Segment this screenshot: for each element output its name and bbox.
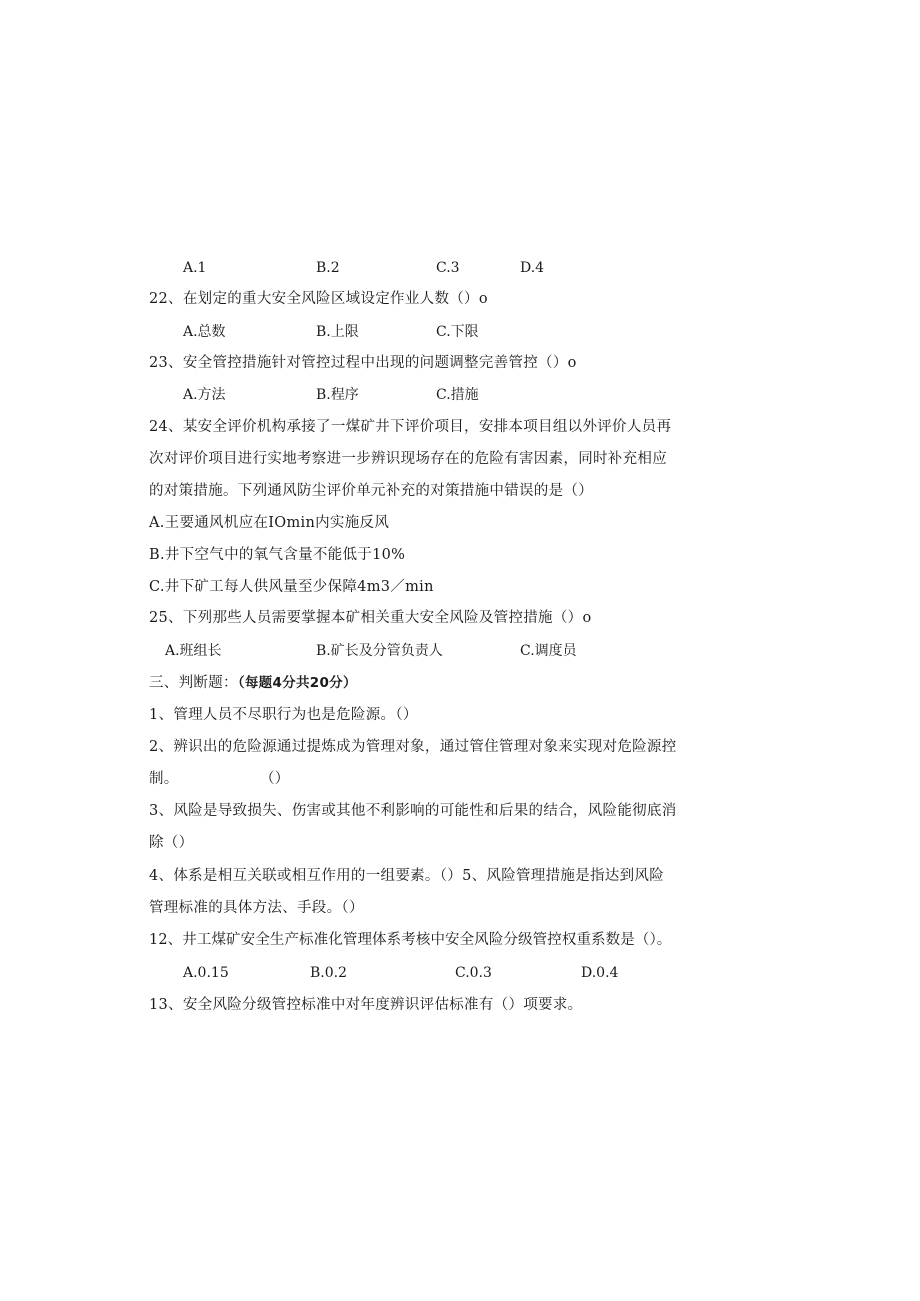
judge-4-5-line-2: 管理标准的具体方法、手段。（） [149,900,364,916]
section-3-title: 三、判断题： [149,675,238,691]
judge-4-5-line-1: 4、体系是相互关联或相互作用的一组要素。（）5、风险管理措施是指达到风险 [149,868,664,884]
question-22: 22、在划定的重大安全风险区域设定作业人数（）o [149,291,488,307]
judge-3-line-2: 除（） [149,835,194,851]
q22-option-b: B.上限 [316,324,359,340]
judge-2-bracket: （） [260,771,290,787]
q21-option-d: D.4 [520,260,545,276]
question-24-line-1: 24、某安全评价机构承接了一煤矿井下评价项目，安排本项目组以外评价人员再 [149,419,672,435]
q21-option-c: C.3 [436,260,460,276]
section-3-note: （每题4分共20分） [237,675,357,691]
q23-option-c: C.措施 [436,387,479,403]
q21-option-a: A.1 [183,260,207,276]
q24-option-a: A.王要通风机应在IOmin内实施反风 [149,515,390,531]
judge-2-line-2: 制。 [149,771,179,787]
question-25: 25、下列那些人员需要掌握本矿相关重大安全风险及管控措施（）o [149,610,592,626]
q22-option-a: A.总数 [183,324,226,340]
section-3-heading [149,673,357,693]
judge-1: 1、管理人员不尽职行为也是危险源。（） [149,707,418,723]
question-12: 12、井工煤矿安全生产标准化管理体系考核中安全风险分级管控权重系数是（）。 [149,932,672,948]
q25-option-a: A.班组长 [165,643,222,659]
q23-option-b: B.程序 [316,387,359,403]
q24-option-c: C.井下矿工每人供风量至少保障4m3／min [149,579,434,595]
q12-option-a: A.0.15 [183,965,229,981]
question-24-line-3: 的对策措施。下列通风防尘评价单元补充的对策措施中错误的是（） [149,483,593,499]
q12-option-b: B.0.2 [310,965,348,981]
q21-option-b: B.2 [316,260,340,276]
q23-option-a: A.方法 [183,387,226,403]
question-24-line-2: 次对评价项目进行实地考察进一步辨识现场存在的危险有害因素，同时补充相应 [149,451,667,467]
q25-option-b: B.矿长及分管负责人 [316,643,443,659]
question-23: 23、安全管控措施针对管控过程中出现的问题调整完善管控（）o [149,355,577,371]
judge-2-line-1: 2、辨识出的危险源通过提炼成为管理对象，通过管住管理对象来实现对危险源控 [149,739,677,755]
q24-option-b: B.井下空气中的氧气含量不能低于10% [149,547,406,563]
q25-option-c: C.调度员 [520,643,577,659]
q22-option-c: C.下限 [436,324,479,340]
q12-option-c: C.0.3 [455,965,492,981]
question-13: 13、安全风险分级管控标准中对年度辨识评估标准有（）项要求。 [149,997,583,1013]
judge-3-line-1: 3、风险是导致损失、伤害或其他不利影响的可能性和后果的结合，风险能彻底消 [149,803,677,819]
q12-option-d: D.0.4 [581,965,619,981]
